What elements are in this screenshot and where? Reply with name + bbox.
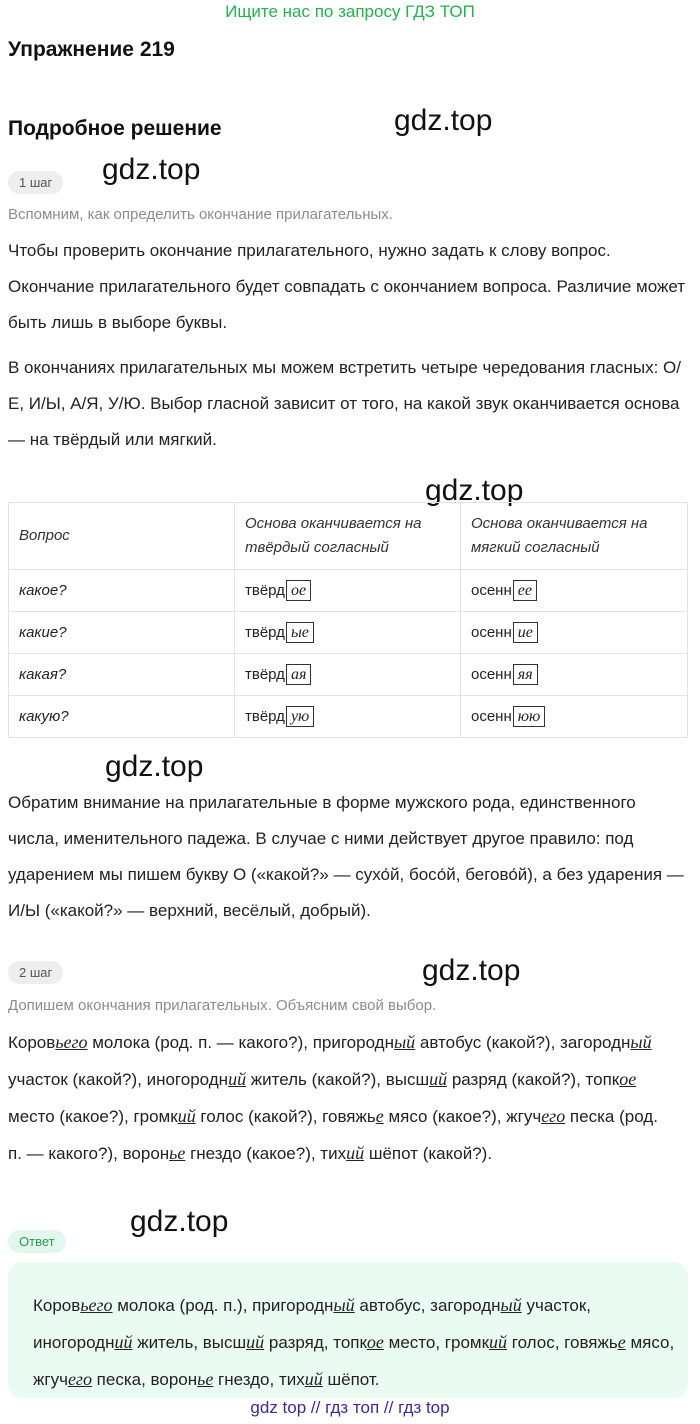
exercise-title: Упражнение 219 — [8, 38, 175, 61]
text-run: житель (какой?), высш — [246, 1070, 430, 1089]
table-cell — [461, 654, 688, 696]
stem: твёрд — [245, 708, 285, 725]
text-run: разряд, топк — [264, 1333, 367, 1352]
text-run: автобус, загородн — [354, 1296, 501, 1315]
text-run: автобус (какой?), загородн — [415, 1033, 631, 1052]
text-run: молока (род. п. — какого?), пригородн — [87, 1033, 394, 1052]
step-1-badge: 1 шаг — [8, 171, 63, 194]
stem: осенн — [471, 582, 512, 599]
table-header-row — [9, 503, 688, 570]
ending: е — [375, 1106, 384, 1126]
table-cell-question: какие? — [9, 612, 235, 654]
table-cell — [235, 612, 461, 654]
table-cell — [461, 612, 688, 654]
ending: ый — [630, 1032, 652, 1052]
text-run: житель, высш — [132, 1333, 247, 1352]
table-cell-question: какую? — [9, 696, 235, 738]
ending: ье — [197, 1369, 214, 1389]
ending-box: ая — [286, 664, 311, 685]
step-2-hint: Допишем окончания прилагательных. Объясним свой выбор. — [8, 997, 437, 1014]
ending: ьего — [80, 1295, 113, 1315]
ending: ий — [228, 1069, 247, 1089]
text-run: песка, ворон — [91, 1370, 198, 1389]
table-cell — [235, 654, 461, 696]
stem: осенн — [471, 624, 512, 641]
text-run: голос (какой?), говяжь — [195, 1107, 376, 1126]
ending: его — [541, 1106, 566, 1126]
ending: ьего — [55, 1032, 88, 1052]
stem: твёрд — [245, 624, 285, 641]
ending: ый — [333, 1295, 355, 1315]
ending: ий — [177, 1106, 196, 1126]
text-run: гнездо (какое?), тих — [185, 1144, 347, 1163]
watermark: gdz.top — [130, 1205, 229, 1238]
text-run: мясо (какое?), жгуч — [383, 1107, 542, 1126]
watermark: gdz.top — [425, 474, 524, 507]
step-1-hint: Вспомним, как определить окончание прилагательных. — [8, 206, 393, 223]
text-run: разряд (какой?), топк — [447, 1070, 620, 1089]
ending-box: юю — [513, 706, 546, 727]
watermark: gdz.top — [102, 153, 201, 186]
watermark: gdz.top — [422, 954, 521, 987]
ending: ое — [366, 1332, 384, 1352]
table-row — [9, 696, 688, 738]
table-cell — [461, 570, 688, 612]
ending: ий — [304, 1369, 323, 1389]
ending-box: ые — [286, 622, 314, 643]
ending-box: ее — [513, 580, 537, 601]
bottom-links[interactable]: gdz top // гдз топ // гдз top — [250, 1398, 450, 1417]
table-cell — [235, 696, 461, 738]
ending: ий — [246, 1332, 265, 1352]
stem: твёрд — [245, 582, 285, 599]
table-header-cell: Основа оканчивается на твёрдый согласный — [235, 503, 461, 570]
step-2-badge: 2 шаг — [8, 961, 63, 984]
ending: ый — [500, 1295, 522, 1315]
step-1-paragraph-2: В окончаниях прилагательных мы можем встретить четыре чередования гласных: О/Е, И/Ы, А/Я, У/Ю. Выбор гласной зависит от того, на какой звук оканчивается основа — на твёрдый или мягкий. — [8, 358, 681, 449]
text-run: Коров — [33, 1296, 81, 1315]
section-title: Подробное решение — [8, 117, 222, 140]
table-cell-question: какая? — [9, 654, 235, 696]
ending-box: ую — [286, 706, 314, 727]
rule-paragraph: Обратим внимание на прилагательные в форме мужского рода, единственного числа, именительного падежа. В случае с ними действует другое правило: под ударением мы пишем букву О («какой?» — сухо́й, босо́й, бегово́й), а без ударения — И/Ы («какой?» — верхний, весёлый, добрый). — [8, 793, 684, 920]
ending: ий — [346, 1143, 365, 1163]
text-run: шёпот. — [322, 1370, 380, 1389]
step-1-paragraph-1: Чтобы проверить окончание прилагательного, нужно задать к слову вопрос. Окончание прилагательного будет совпадать с окончанием вопроса. Различие может быть лишь в выборе буквы. — [8, 241, 686, 332]
ending: его — [67, 1369, 92, 1389]
stem: твёрд — [245, 666, 285, 683]
table-row — [9, 612, 688, 654]
ending: ий — [489, 1332, 508, 1352]
text-run: шёпот (какой?). — [364, 1144, 493, 1163]
text-run: песка (род. п. — какого?), ворон — [8, 1107, 658, 1163]
ending: ье — [169, 1143, 186, 1163]
table-cell — [461, 696, 688, 738]
text-run: голос, говяжь — [507, 1333, 618, 1352]
table-row — [9, 570, 688, 612]
text-run: место, громк — [383, 1333, 490, 1352]
ending-box: яя — [513, 664, 538, 685]
text-run: участок, иногородн — [33, 1296, 591, 1352]
text-run: участок (какой?), иногородн — [8, 1070, 229, 1089]
ending: е — [617, 1332, 626, 1352]
watermark: gdz.top — [105, 750, 204, 783]
text-run: место (какое?), громк — [8, 1107, 178, 1126]
stem: осенн — [471, 708, 512, 725]
stem: осенн — [471, 666, 512, 683]
table-cell-question: какое? — [9, 570, 235, 612]
top-banner-link[interactable]: Ищите нас по запросу ГДЗ ТОП — [225, 2, 475, 21]
endings-table — [8, 502, 688, 738]
table-header-cell: Основа оканчивается на мягкий согласный — [461, 503, 688, 570]
watermark: gdz.top — [394, 104, 493, 137]
answer-text — [33, 1287, 683, 1398]
text-run: гнездо, тих — [213, 1370, 305, 1389]
table-row — [9, 654, 688, 696]
table-header-cell: Вопрос — [9, 503, 235, 570]
answer-badge: Ответ — [8, 1230, 66, 1253]
ending: ий — [429, 1069, 448, 1089]
ending: ый — [393, 1032, 416, 1052]
text-run: Коров — [8, 1033, 56, 1052]
table-cell — [235, 570, 461, 612]
step-2-text — [8, 1024, 658, 1172]
ending-box: ое — [286, 580, 311, 601]
ending-box: ие — [513, 622, 538, 643]
text-run: мясо, жгуч — [33, 1333, 675, 1389]
text-run: молока (род. п.), пригородн — [112, 1296, 334, 1315]
ending: ий — [114, 1332, 133, 1352]
ending: ое — [619, 1069, 637, 1089]
